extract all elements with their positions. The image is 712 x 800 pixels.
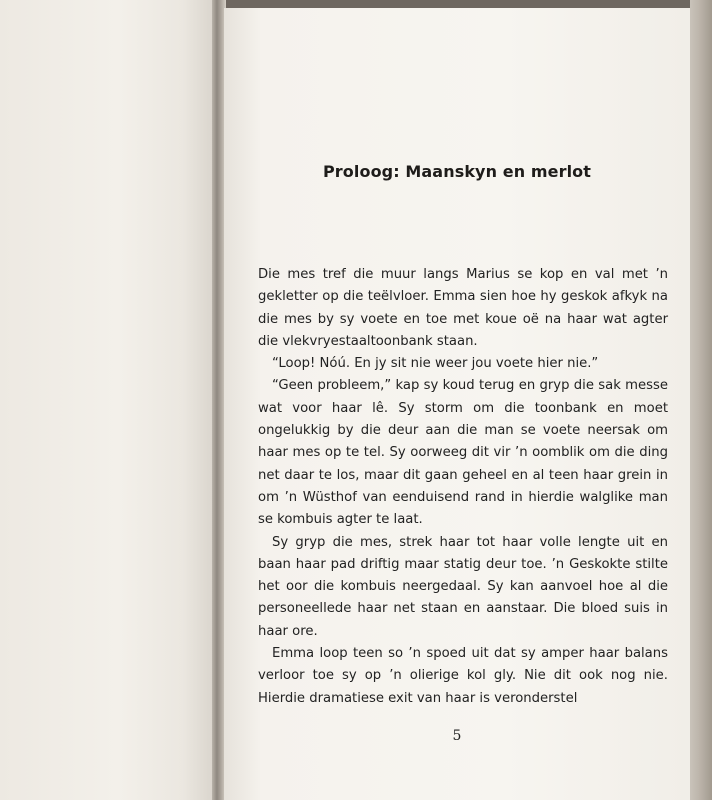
- paragraph: “Loop! Nóú. En jy sit nie weer jou voete hier nie.”: [272, 356, 599, 372]
- page-edges: [690, 0, 712, 800]
- page-number: 5: [452, 728, 462, 744]
- paragraph: “Geen probleem,” kap sy koud terug en gryp die sak messe wat voor haar lê. Sy storm om die toonbank en moet ongelukkig by die deur aan die man se voete neersak om haar mes op te tel. Sy oorweeg dit vir ’n oomblik om die ding net daar te los, maar dit gaan geheel en al teen haar grein in om ’n Wüsthof van eenduisend rand in hierdie walglike man se kombuis agter te laat.: [258, 378, 668, 528]
- paragraph: Die mes tref die muur langs Marius se kop en val met ’n gekletter op die teëlvloer. Emma sien hoe hy geskok afkyk na die mes by sy voete en toe met koue oë na haar wat agter die vlekvryestaaltoonbank staan.: [258, 267, 668, 349]
- right-page: [224, 8, 690, 800]
- body-text: [258, 264, 668, 710]
- chapter-title: Proloog: Maanskyn en merlot: [322, 162, 591, 181]
- paragraph: Emma loop teen so ’n spoed uit dat sy amper haar balans verloor toe sy op ’n olierige kol gly. Nie dit ook nog nie. Hierdie dramatiese exit van haar is veronderstel: [258, 646, 668, 706]
- left-page: [0, 0, 215, 800]
- paragraph: Sy gryp die mes, strek haar tot haar volle lengte uit en baan haar pad driftig maar statig deur toe. ’n Geskokte stilte het oor die kombuis neergedaal. Sy kan aanvoel hoe al die personeellede haar net staan en aanstaar. Die bloed suis in haar ore.: [258, 534, 668, 639]
